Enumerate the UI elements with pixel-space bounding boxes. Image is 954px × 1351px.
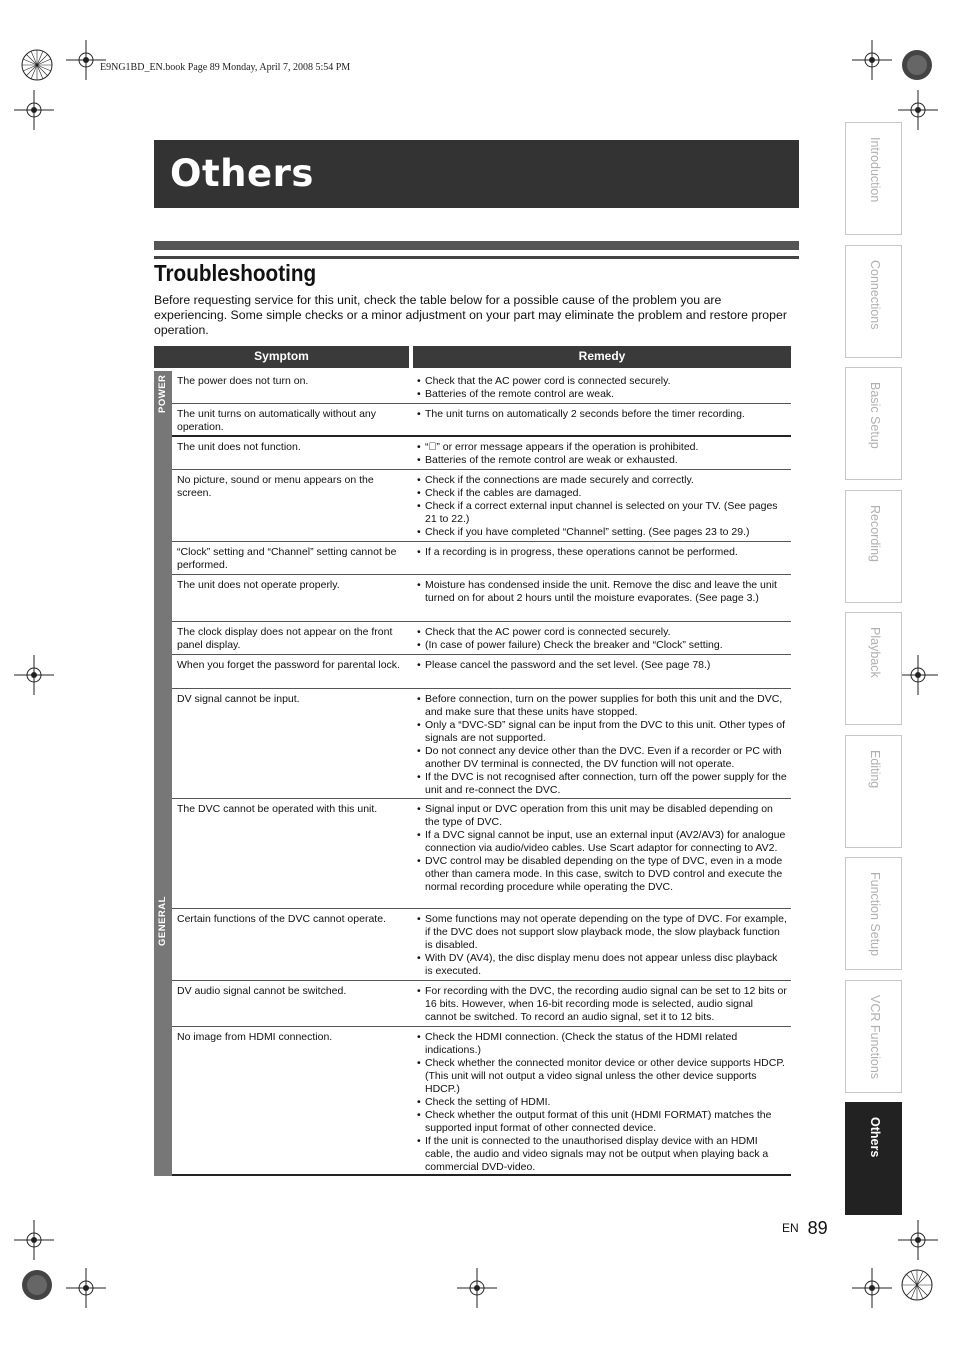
- remedy-item: • Check whether the output format of this unit (HDMI FORMAT) matches the supported input format of other connected device.: [417, 1109, 787, 1135]
- tab-basic-setup[interactable]: [845, 367, 902, 480]
- registration-mark-icon: [900, 1268, 934, 1302]
- symptom-cell: The unit does not function.: [177, 441, 301, 453]
- tab-label: Introduction: [868, 137, 882, 203]
- group-marker-power: [154, 371, 172, 437]
- remedy-cell: [417, 626, 787, 652]
- remedy-header: Remedy: [413, 346, 791, 368]
- page-number-value: 89: [807, 1218, 828, 1238]
- remedy-item: • If a DVC signal cannot be input, use an external input (AV2/AV3) for analogue connection via audio/video cables. Use Scart adaptor for connecting to AV2.: [417, 829, 787, 855]
- remedy-cell: [417, 693, 787, 797]
- tab-function-setup[interactable]: [845, 857, 902, 970]
- symptom-cell: No image from HDMI connection.: [177, 1031, 333, 1043]
- group-label: GENERAL: [157, 896, 168, 946]
- symptom-cell: “Clock” setting and “Channel” setting cannot be performed.: [177, 546, 397, 571]
- crosshair-icon: [898, 90, 938, 130]
- group-marker-general: [154, 437, 172, 1176]
- symptom-cell: Certain functions of the DVC cannot operate.: [177, 913, 386, 925]
- remedy-item: • Please cancel the password and the set level. (See page 78.): [417, 659, 787, 672]
- registration-mark-icon: [20, 1268, 54, 1302]
- symptom-cell: The unit turns on automatically without any operation.: [177, 408, 377, 433]
- symptom-cell: The DVC cannot be operated with this unit.: [177, 803, 378, 815]
- tab-label: Playback: [868, 627, 882, 678]
- symptom-cell: When you forget the password for parental lock.: [177, 659, 400, 671]
- remedy-cell: [417, 474, 787, 539]
- remedy-item: • Check the setting of HDMI.: [417, 1096, 787, 1109]
- crosshair-icon: [457, 1268, 497, 1308]
- crosshair-icon: [14, 90, 54, 130]
- symptom-cell: The power does not turn on.: [177, 375, 309, 387]
- registration-mark-icon: [900, 48, 934, 82]
- symptom-cell: DV audio signal cannot be switched.: [177, 985, 347, 997]
- crosshair-icon: [66, 1268, 106, 1308]
- remedy-cell: [417, 546, 787, 559]
- table-row: [172, 371, 791, 404]
- table-row: [172, 909, 791, 981]
- remedy-item: • “⃠” or error message appears if the operation is prohibited.: [417, 441, 787, 454]
- chapter-banner: [154, 140, 799, 208]
- tab-label: Recording: [868, 504, 882, 562]
- table-row: [172, 542, 791, 575]
- tab-label: Editing: [868, 749, 882, 788]
- remedy-cell: [417, 803, 787, 894]
- remedy-item: • If a recording is in progress, these operations cannot be performed.: [417, 546, 787, 559]
- page-language: EN: [782, 1221, 799, 1235]
- tab-introduction[interactable]: [845, 122, 902, 235]
- table-row: [172, 689, 791, 799]
- remedy-item: • If the DVC is not recognised after connection, turn off the power supply for the unit and re-connect the DVC.: [417, 771, 787, 797]
- tab-connections[interactable]: [845, 245, 902, 358]
- section-rule-thin: [154, 256, 799, 259]
- table-row: [172, 981, 791, 1027]
- tab-label: VCR Functions: [868, 994, 882, 1079]
- remedy-cell: [417, 913, 787, 978]
- table-header: [154, 346, 791, 368]
- chapter-title: Others: [170, 152, 314, 195]
- print-header: E9NG1BD_EN.book Page 89 Monday, April 7, 2008 5:54 PM: [100, 62, 351, 73]
- remedy-item: • Check that the AC power cord is connected securely.: [417, 626, 787, 639]
- remedy-cell: [417, 659, 787, 672]
- remedy-item: • With DV (AV4), the disc display menu does not appear unless disc playback is executed.: [417, 952, 787, 978]
- remedy-cell: [417, 375, 787, 401]
- table-row: [172, 799, 791, 909]
- symptom-cell: DV signal cannot be input.: [177, 693, 300, 705]
- table-row: [172, 575, 791, 622]
- remedy-item: • Check if the connections are made securely and correctly.: [417, 474, 787, 487]
- symptom-header: Symptom: [154, 346, 409, 368]
- tab-recording[interactable]: [845, 490, 902, 603]
- crosshair-icon: [898, 1220, 938, 1260]
- remedy-item: • Before connection, turn on the power supplies for both this unit and the DVC, and make sure that these units have stopped.: [417, 693, 787, 719]
- intro-paragraph: Before requesting service for this unit, check the table below for a possible cause of the problem you are experiencing. Some simple checks or a minor adjustment on your part may eliminate the problem and restore proper operation.: [154, 293, 787, 337]
- remedy-cell: [417, 441, 787, 467]
- remedy-item: • Check the HDMI connection. (Check the status of the HDMI related indications.): [417, 1031, 787, 1057]
- tab-playback[interactable]: [845, 612, 902, 725]
- table-row: [172, 470, 791, 542]
- crosshair-icon: [852, 40, 892, 80]
- tab-editing[interactable]: [845, 735, 902, 848]
- remedy-item: • Batteries of the remote control are weak.: [417, 388, 787, 401]
- table-row: [172, 1027, 791, 1176]
- crosshair-icon: [898, 655, 938, 695]
- remedy-item: • Do not connect any device other than the DVC. Even if a recorder or PC with another DV terminal is connected, the DV function will not operate.: [417, 745, 787, 771]
- tab-others[interactable]: [845, 1102, 902, 1215]
- remedy-item: • If the unit is connected to the unauthorised display device with an HDMI cable, the audio and video signals may not be output when playing back a commercial DVD-video.: [417, 1135, 787, 1174]
- remedy-item: • The unit turns on automatically 2 seconds before the timer recording.: [417, 408, 787, 421]
- crosshair-icon: [66, 40, 106, 80]
- table-row: [172, 437, 791, 470]
- remedy-item: • Check whether the connected monitor device or other device supports HDCP. (This unit will not output a video signal unless the other device supports HDCP.): [417, 1057, 787, 1096]
- remedy-item: • DVC control may be disabled depending on the type of DVC, even in a mode other than camera mode. In this case, switch to DVD control and execute the normal recording procedure while operating the DVC.: [417, 855, 787, 894]
- remedy-item: • Only a “DVC-SD” signal can be input from the DVC to this unit. Other types of signals are not supported.: [417, 719, 787, 745]
- remedy-item: • Check if you have completed “Channel” setting. (See pages 23 to 29.): [417, 526, 787, 539]
- remedy-item: • Some functions may not operate depending on the type of DVC. For example, if the DVC does not support slow playback mode, the slow playback function is disabled.: [417, 913, 787, 952]
- tab-label: Others: [868, 1117, 882, 1158]
- remedy-item: • Batteries of the remote control are weak or exhausted.: [417, 454, 787, 467]
- registration-mark-icon: [20, 48, 54, 82]
- remedy-cell: [417, 579, 787, 605]
- table-row: [172, 622, 791, 655]
- symptom-cell: No picture, sound or menu appears on the screen.: [177, 474, 374, 499]
- crosshair-icon: [14, 655, 54, 695]
- group-label: POWER: [157, 375, 168, 414]
- section-title: Troubleshooting: [154, 260, 317, 286]
- table-row: [172, 404, 791, 437]
- crosshair-icon: [852, 1268, 892, 1308]
- remedy-item: • Signal input or DVC operation from this unit may be disabled depending on the type of DVC.: [417, 803, 787, 829]
- section-rule: [154, 241, 799, 250]
- symptom-cell: The clock display does not appear on the front panel display.: [177, 626, 393, 651]
- tab-label: Connections: [868, 259, 882, 329]
- remedy-item: • Check if the cables are damaged.: [417, 487, 787, 500]
- remedy-cell: [417, 985, 787, 1024]
- remedy-item: • For recording with the DVC, the recording audio signal can be set to 12 bits or 16 bits. However, when 16-bit recording mode is selected, audio signal cannot be switched. To record an audio signal, set it to 12 bits.: [417, 985, 787, 1024]
- remedy-cell: [417, 1031, 787, 1174]
- tab-vcr-functions[interactable]: [845, 980, 902, 1093]
- page-number: [782, 1218, 828, 1239]
- crosshair-icon: [14, 1220, 54, 1260]
- remedy-item: • (In case of power failure) Check the breaker and “Clock” setting.: [417, 639, 787, 652]
- tab-label: Function Setup: [868, 872, 882, 957]
- remedy-item: • Check if a correct external input channel is selected on your TV. (See pages 21 to 22.): [417, 500, 787, 526]
- remedy-cell: [417, 408, 787, 421]
- table-row: [172, 655, 791, 689]
- remedy-item: • Check that the AC power cord is connected securely.: [417, 375, 787, 388]
- remedy-item: • Moisture has condensed inside the unit. Remove the disc and leave the unit turned on for about 2 hours until the moisture evaporates. (See page 3.): [417, 579, 787, 605]
- symptom-cell: The unit does not operate properly.: [177, 579, 340, 591]
- tab-label: Basic Setup: [868, 382, 882, 449]
